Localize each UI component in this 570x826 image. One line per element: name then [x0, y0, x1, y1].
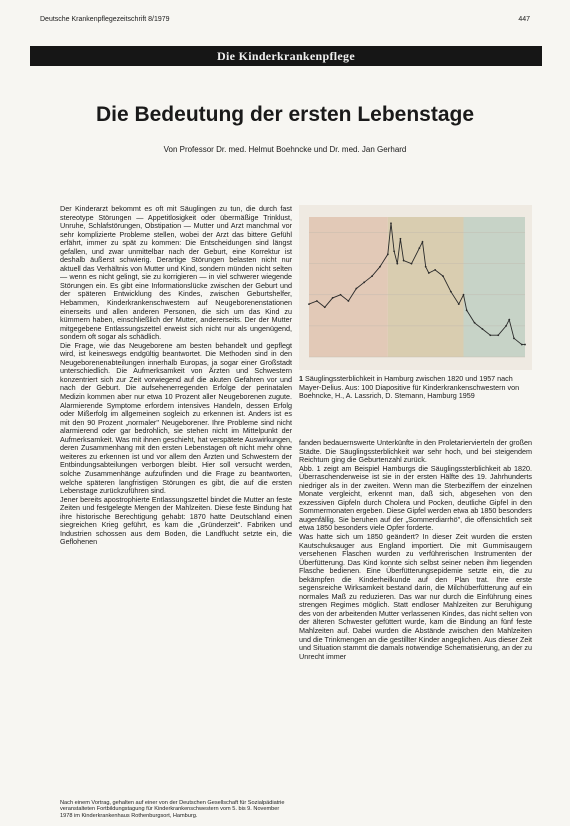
data-point: [513, 337, 515, 339]
mortality-chart: [299, 205, 532, 370]
data-point: [348, 300, 350, 302]
data-point: [508, 319, 510, 321]
data-point: [434, 269, 436, 271]
data-point: [442, 275, 444, 277]
journal-name: Deutsche Krankenpflegezeitschrift 8/1979: [40, 16, 170, 23]
data-point: [466, 309, 468, 311]
data-point: [521, 344, 523, 346]
paragraph: fanden bedauernswerte Unterkünfte in den Proletariervierteln der großen Städte. Die Säuglingssterblichkeit war sehr hoch, und bei steigendem Reichtum ging die Geburtenzahl zurück.: [299, 439, 532, 465]
footnote: Nach einem Vortrag, gehalten auf einer von der Deutschen Gesellschaft für Sozialpädiatrie veranstalteten Fortbildungstagung für Kinderkrankenschwestern vom 5. bis 9. November 1978 im Kinderkrankenhaus Rothenburgsort, Hamburg.: [60, 800, 285, 819]
paragraph: Der Kinderarzt bekommt es oft mit Säuglingen zu tun, die durch fast stereotype Störungen — Appetitlosigkeit oder übermäßige Trinklust, Unruhe, Schlafstörungen, Obstipation — Mutter und Arzt manchmal vor sehr komplizierte Probleme stellen, wobei der Arzt das bittere Gefühl erfährt, immer zu spät zu kommen: Die Entscheidungen sind längst gefallen, und zwar unmittelbar nach der Geburt, eine Korrektur ist deshalb äußerst schwierig. Derartige Störungen belasten nicht nur aktuell das Verhältnis von Mutter und Kind, sondern münden nicht selten — wenn es nicht gelingt, sie zu korrigieren — in viel schwerer wiegende Störungen ein. Es gibt eine Informationslücke zwischen der Geburt und der späteren Entwicklung des Kindes, zwischen Geburtshelfer, Hebammen, Kinderkrankenschwestern auf Neugeborenenstationen einerseits und allen anderen Personen, die sich um das Kind zu kümmern haben, einschließlich der Mutter, andererseits. Der der Mutter mitgegebene Entlassungszettel erweist sich nicht nur als ungenügend, sondern oft sogar als schädlich.: [60, 205, 292, 342]
data-point: [390, 222, 392, 224]
article-title: Die Bedeutung der ersten Lebenstage: [95, 103, 475, 126]
chart-band-late: [464, 217, 525, 357]
running-header: [40, 16, 530, 26]
data-point: [340, 294, 342, 296]
data-point: [393, 250, 395, 252]
data-point: [497, 334, 499, 336]
paragraph: Die Frage, wie das Neugeborene am besten behandelt und gepflegt wird, ist keineswegs endgültig beantwortet. Die Methoden sind in den Neugeborenenabteilungen innerhalb Europas, ja sogar einer Großstadt unterschiedlich. Die Aufmerksamkeit von Ärzten und Schwestern konzentriert sich zur Zeit vorwiegend auf die akuten Gefahren vor und nach der Geburt. Die aufsehenerregenden Erfolge der perinatalen Medizin kommen aber nur etwa 10 Prozent aller Neugeborenen zugute. Alarmierende Symptome erfordern intensives Handeln, dessen Erfolg oder Mißerfolg im allgemeinen sogleich zu erkennen ist. Anders ist es mit den 90 Prozent „normaler" Neugeborener. Ihre Probleme sind nicht alarmierend oder gar bedrohlich, sie stehen nicht im Mittelpunkt der Aufmerksamkeit. Was mit ihnen geschieht, hat verspätete Auswirkungen, deren Zusammenhang mit den ersten Lebenstagen oft nicht mehr ohne weiteres zu erkennen ist und vor allem den Ärzten und Schwestern der Entbindungsabteilungen verborgen bleibt. Hier soll versucht werden, solche Zusammenhänge aufzufinden und die Frage zu beantworten, welche späteren langfristigen Störungen es gibt, die auf die ersten Lebenstage zurückzuführen sind.: [60, 340, 292, 496]
figure-caption: [299, 375, 532, 401]
data-point: [332, 297, 334, 299]
left-column: [60, 205, 292, 795]
data-point: [463, 294, 465, 296]
data-point: [371, 275, 373, 277]
data-point: [316, 300, 318, 302]
data-point: [411, 263, 413, 265]
chart-band-early: [309, 217, 388, 357]
page-number: 447: [518, 16, 530, 23]
figure-1: [299, 205, 532, 370]
caption-number: 1: [299, 374, 303, 383]
data-point: [400, 238, 402, 240]
data-point: [324, 306, 326, 308]
data-point: [379, 266, 381, 268]
data-point: [474, 322, 476, 324]
data-point: [505, 325, 507, 327]
caption-text: Säuglingssterblichkeit in Hamburg zwischen 1820 und 1957 nach Mayer-Delius. Aus: 100 Diapositive für Kinderkrankenschwestern von Boehncke, H., A. Lassrich, D. Stemann, Hamburg 1959: [299, 374, 520, 401]
data-point: [458, 303, 460, 305]
data-point: [422, 241, 424, 243]
paragraph: Was hatte sich um 1850 geändert? In dieser Zeit wurden die ersten Kautschuksauger aus England importiert. Die mit Gummisaugern versehenen Flaschen wurden zu verführerischen Instrumenten der Überfütterung. Das Kind konnte sich selbst seiner neben ihm liegenden Flasche bedienen. Eine Überfütterungsepidemie setzte ein, die zu bekämpfen die Kinderheilkunde auf den Plan trat. Ihre erste segensreiche Wirksamkeit bestand darin, die Milchüberfütterung auf ein normales Maß zu reduzieren. Das war nur durch die Einführung eines strengen Regimes möglich. Statt endloser Mahlzeiten zur Beruhigung des von der arbeitenden Mutter verlassenen Kindes, das nicht selten von der älteren Schwester gefüttert wurde, kam die Bindung an fünf feste Mahlzeiten auf. Dabei wurden die Abstände zwischen den Mahlzeiten und die Trinkmengen an die gestillter Kinder angeglichen. Aus dieser Zeit und Situation stammt die damals notwendige Schematisierung, an der zu Unrecht immer: [299, 532, 532, 661]
data-point: [482, 328, 484, 330]
data-point: [425, 266, 427, 268]
data-point: [396, 263, 398, 265]
data-point: [308, 303, 310, 305]
data-point: [403, 260, 405, 262]
paragraph: Abb. 1 zeigt am Beispiel Hamburgs die Säuglingssterblichkeit ab 1820. Überraschenderweise ist sie in der ersten Hälfte des 19. Jahrhunderts niedriger als in der zweiten. Wenn man die Sterbeziffern der einzelnen Monate vergleicht, erkennt man, daß sich, abgesehen von den exzessiven Gipfeln durch Cholera und Pocken, deutliche Gipfel in den Sommermonaten ergeben. Diese Gipfel werden etwa ab 1850 besonders augenfällig. Sie beruhen auf der „Sommerdiarrhö", die offensichtlich seit etwa 1850 besonders viele Opfer forderte.: [299, 463, 532, 533]
paragraph: Jener bereits apostrophierte Entlassungszettel bindet die Mutter an feste Zeiten und festgelegte Mengen der Mahlzeiten. Diese feste Bindung hat ihre historische Berechtigung gehabt: 1870 hatte Deutschland einen siegreichen Krieg geführt, es kam die „Gründerzeit". Fabriken und Industrien schossen aus dem Boden, die Landflucht setzte ein, die Geflohenen: [60, 494, 292, 547]
data-point: [428, 272, 430, 274]
data-point: [489, 334, 491, 336]
data-point: [450, 291, 452, 293]
section-banner: Die Kinderkrankenpflege: [30, 46, 542, 66]
data-point: [524, 344, 526, 346]
data-point: [363, 281, 365, 283]
data-point: [355, 288, 357, 290]
article-authors: Von Professor Dr. med. Helmut Boehncke und Dr. med. Jan Gerhard: [163, 145, 407, 154]
data-point: [387, 253, 389, 255]
data-point: [418, 247, 420, 249]
chart-band-middle: [388, 217, 464, 357]
right-column: [299, 439, 532, 809]
